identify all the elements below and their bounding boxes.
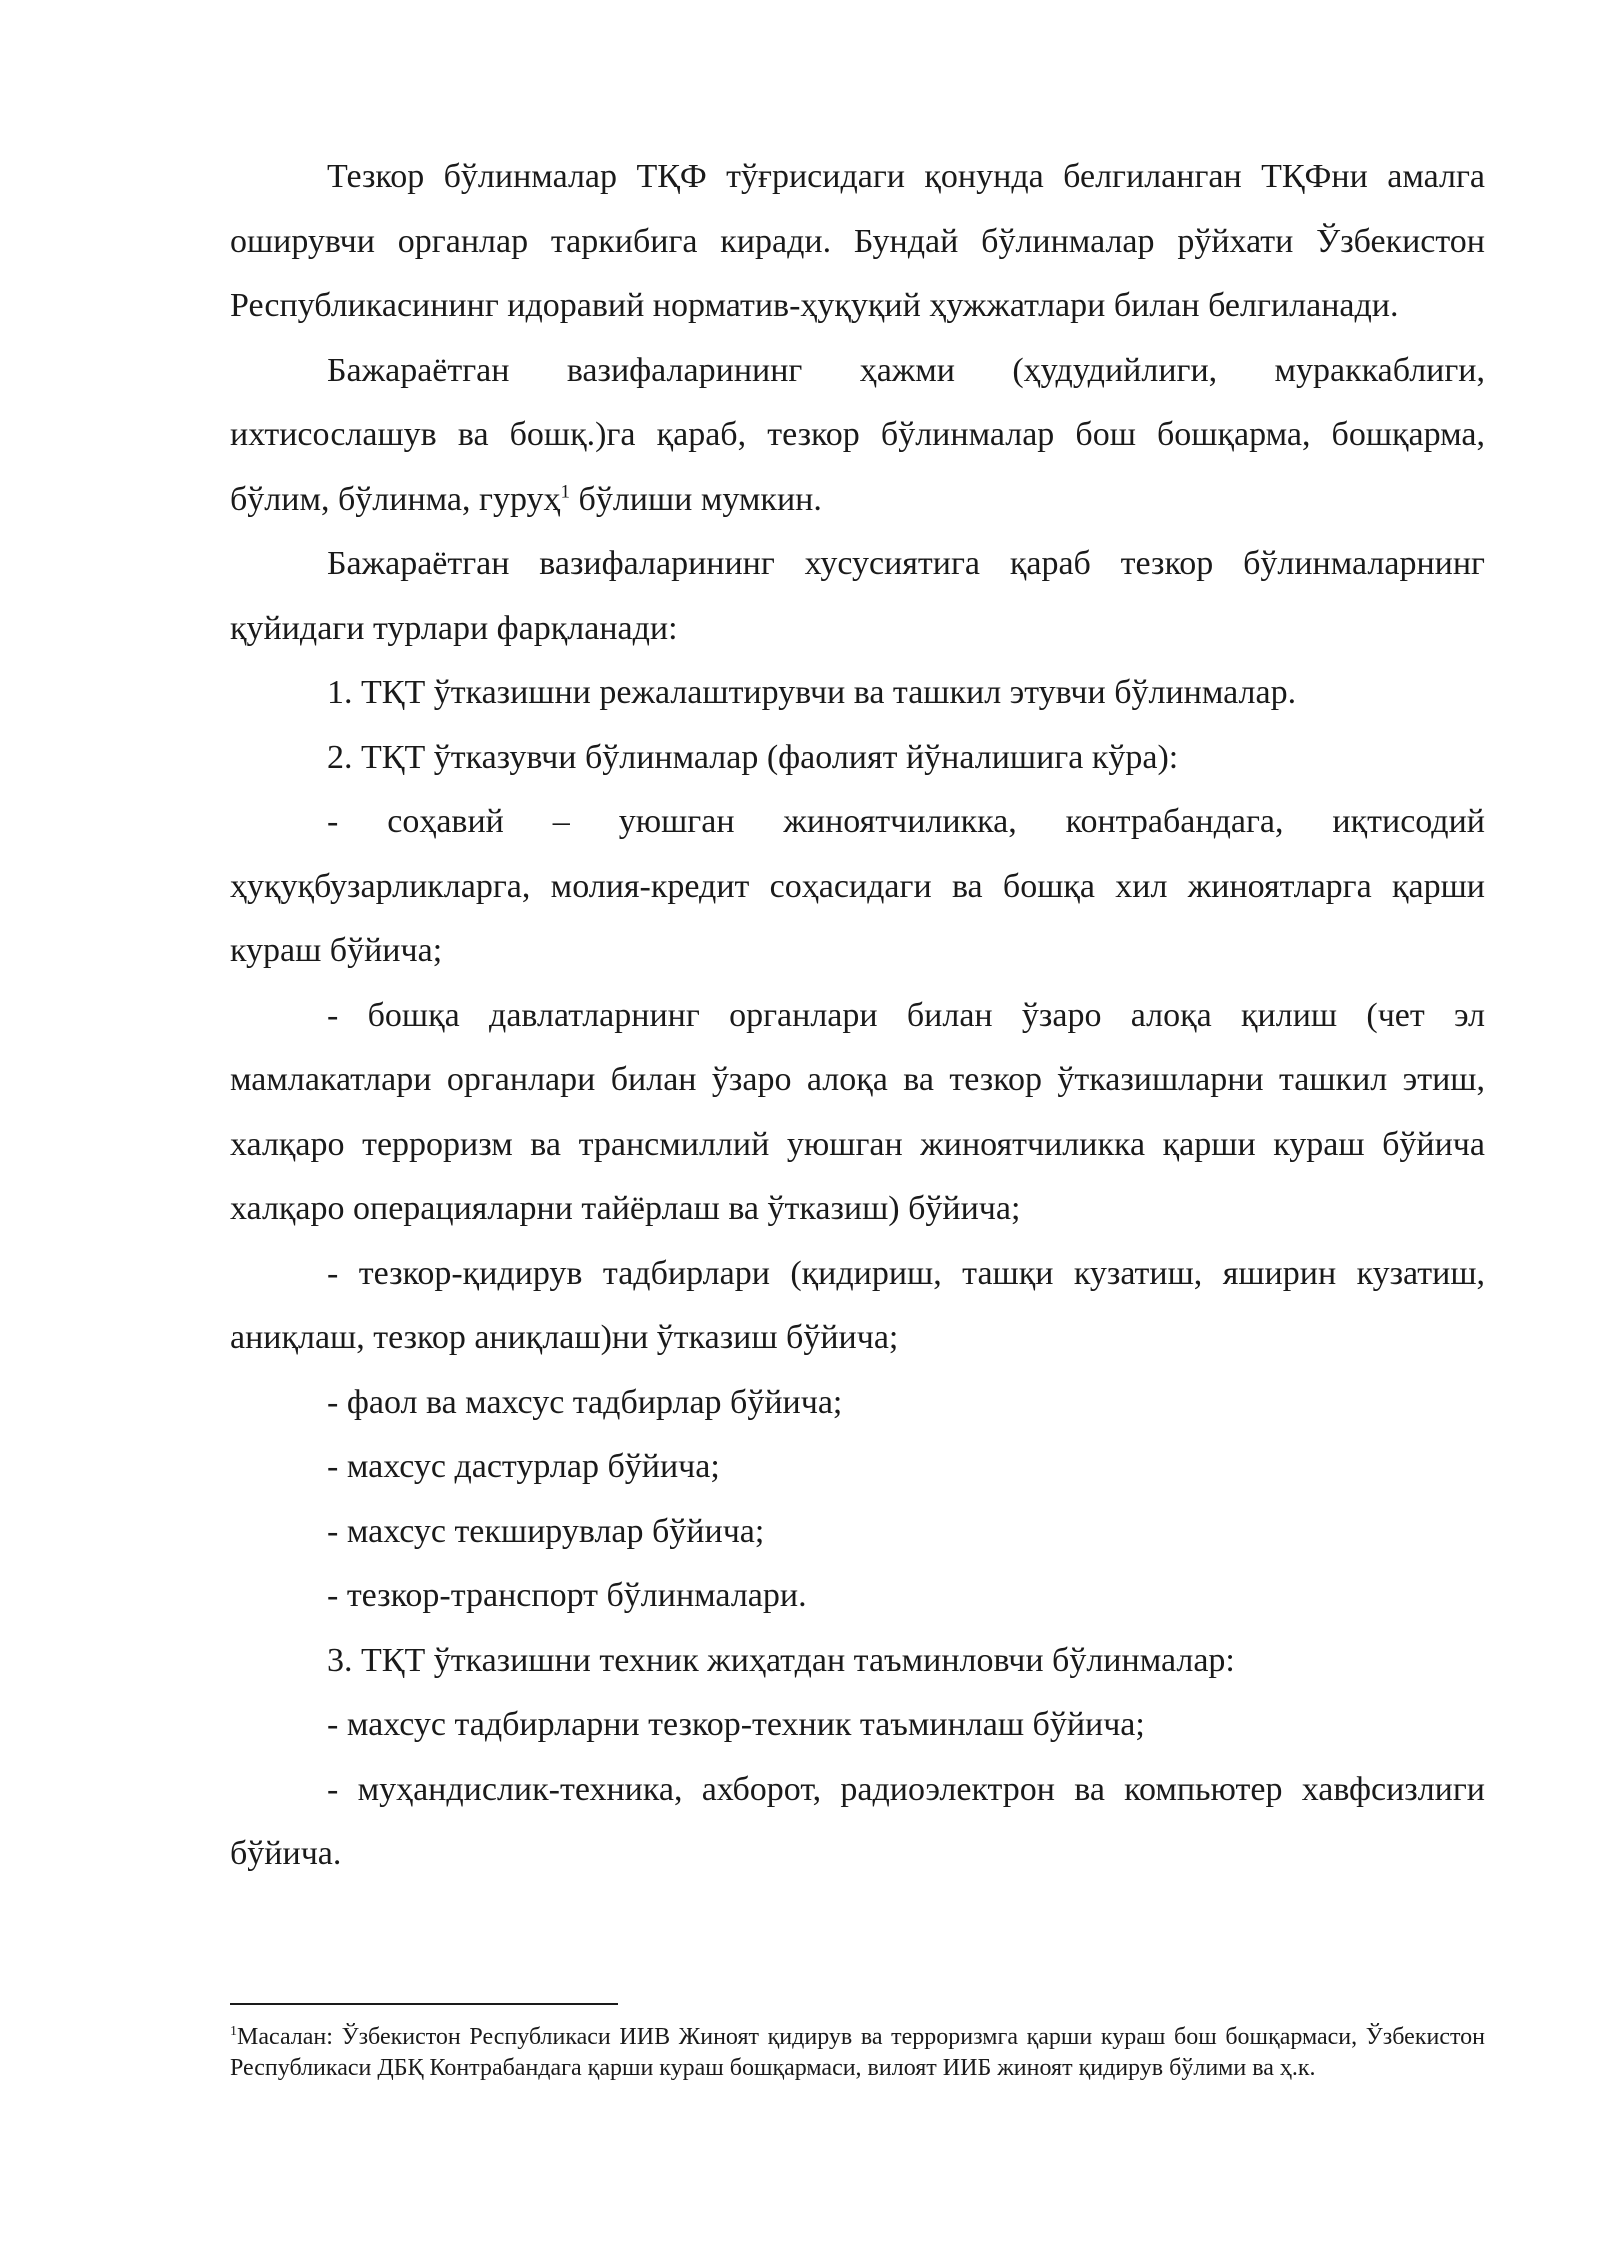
sub-item-engineering-security — [230, 1758, 1485, 1887]
list-item-technical-units — [230, 1629, 1485, 1694]
sub-item-international — [230, 984, 1485, 1242]
paragraph-text: - муҳандислик-техника, ахборот, радиоэлектрон ва компьютер хавфсизлиги бўйича. — [230, 1770, 1485, 1872]
footnote-text: Масалан: Ўзбекистон Республикаси ИИВ Жиноят қидирув ва терроризмга қарши кураш бош бошқармаси, Ўзбекистон Республикаси ДБҚ Контрабандага қарши кураш бошқармаси, вилоят ИИБ жиноят қидирув бўлими ва ҳ.к. — [230, 2024, 1485, 2081]
sub-item-special-programs — [230, 1435, 1485, 1500]
paragraph-text: - бошқа давлатларнинг органлари билан ўзаро алоқа қилиш (чет эл мамлакатлари органлари билан ўзаро алоқа ва тезкор ўтказишларни ташкил этиш, халқаро терроризм ва трансмиллий уюшган жиноятчиликка қарши кураш бўйича халқаро операцияларни тайёрлаш ва ўтказиш) бўйича; — [230, 996, 1485, 1227]
paragraph-text: - фаол ва махсус тадбирлар бўйича; — [327, 1383, 843, 1421]
paragraph-text: 3. ТҚТ ўтказишни техник жиҳатдан таъминловчи бўлинмалар: — [327, 1641, 1235, 1679]
sub-item-transport-units — [230, 1564, 1485, 1629]
document-body — [230, 145, 1485, 1887]
footnote-reference[interactable]: 1 — [560, 481, 571, 503]
paragraph-text: - тезкор-транспорт бўлинмалари. — [327, 1577, 807, 1614]
sub-item-special-checks — [230, 1500, 1485, 1565]
paragraph-text: Бажараётган вазифаларининг хусусиятига қараб тезкор бўлинмаларнинг қуйидаги турлари фарқланади: — [230, 545, 1485, 647]
paragraph-text: 1. ТҚТ ўтказишни режалаштирувчи ва ташкил этувчи бўлинмалар. — [327, 674, 1297, 711]
paragraph-text: - соҳавий – уюшган жиноятчиликка, контрабандага, иқтисодий ҳуқуқбузарликларга, молия-кредит соҳасидаги ва бошқа хил жиноятларга қарши кураш бўйича; — [230, 803, 1485, 969]
footnote-marker: 1 — [230, 2024, 237, 2039]
sub-item-search-measures — [230, 1242, 1485, 1371]
footnote — [230, 2022, 1485, 2084]
paragraph-text: - махсус тадбирларни тезкор-техник таъминлаш бўйича; — [327, 1706, 1145, 1743]
paragraph-unit-types-intro — [230, 532, 1485, 661]
footnote-separator — [230, 2003, 618, 2005]
paragraph-text-continued: бўлиши мумкин. — [570, 480, 822, 518]
list-item-conducting-units — [230, 726, 1485, 791]
paragraph-text: - тезкор-қидирув тадбирлари (қидириш, ташқи кузатиш, яширин кузатиш, аниқлаш, тезкор аниқлаш)ни ўтказиш бўйича; — [230, 1254, 1485, 1356]
paragraph-text: - махсус дастурлар бўйича; — [327, 1448, 720, 1485]
sub-item-technical-support — [230, 1693, 1485, 1758]
paragraph-operational-units — [230, 145, 1485, 339]
sub-item-active-measures — [230, 1371, 1485, 1436]
sub-item-sectoral — [230, 790, 1485, 984]
list-item-planning-units — [230, 661, 1485, 726]
paragraph-text: - махсус текширувлар бўйича; — [327, 1512, 765, 1550]
paragraph-text: 2. ТҚТ ўтказувчи бўлинмалар (фаолият йўналишига кўра): — [327, 738, 1179, 776]
paragraph-text: Бажараётган вазифаларининг ҳажми (ҳудудийлиги, мураккаблиги, ихтисослашув ва бошқ.)га қараб, тезкор бўлинмалар бош бошқарма, бошқарма, бўлим, бўлинма, гуруҳ — [230, 351, 1485, 518]
paragraph-unit-structure — [230, 339, 1485, 533]
paragraph-text: Тезкор бўлинмалар ТҚФ тўғрисидаги қонунда белгиланган ТҚФни амалга оширувчи органлар таркибига киради. Бундай бўлинмалар рўйхати Ўзбекистон Республикасининг идоравий норматив-ҳуқуқий ҳужжатлари билан белгиланади. — [230, 158, 1485, 324]
